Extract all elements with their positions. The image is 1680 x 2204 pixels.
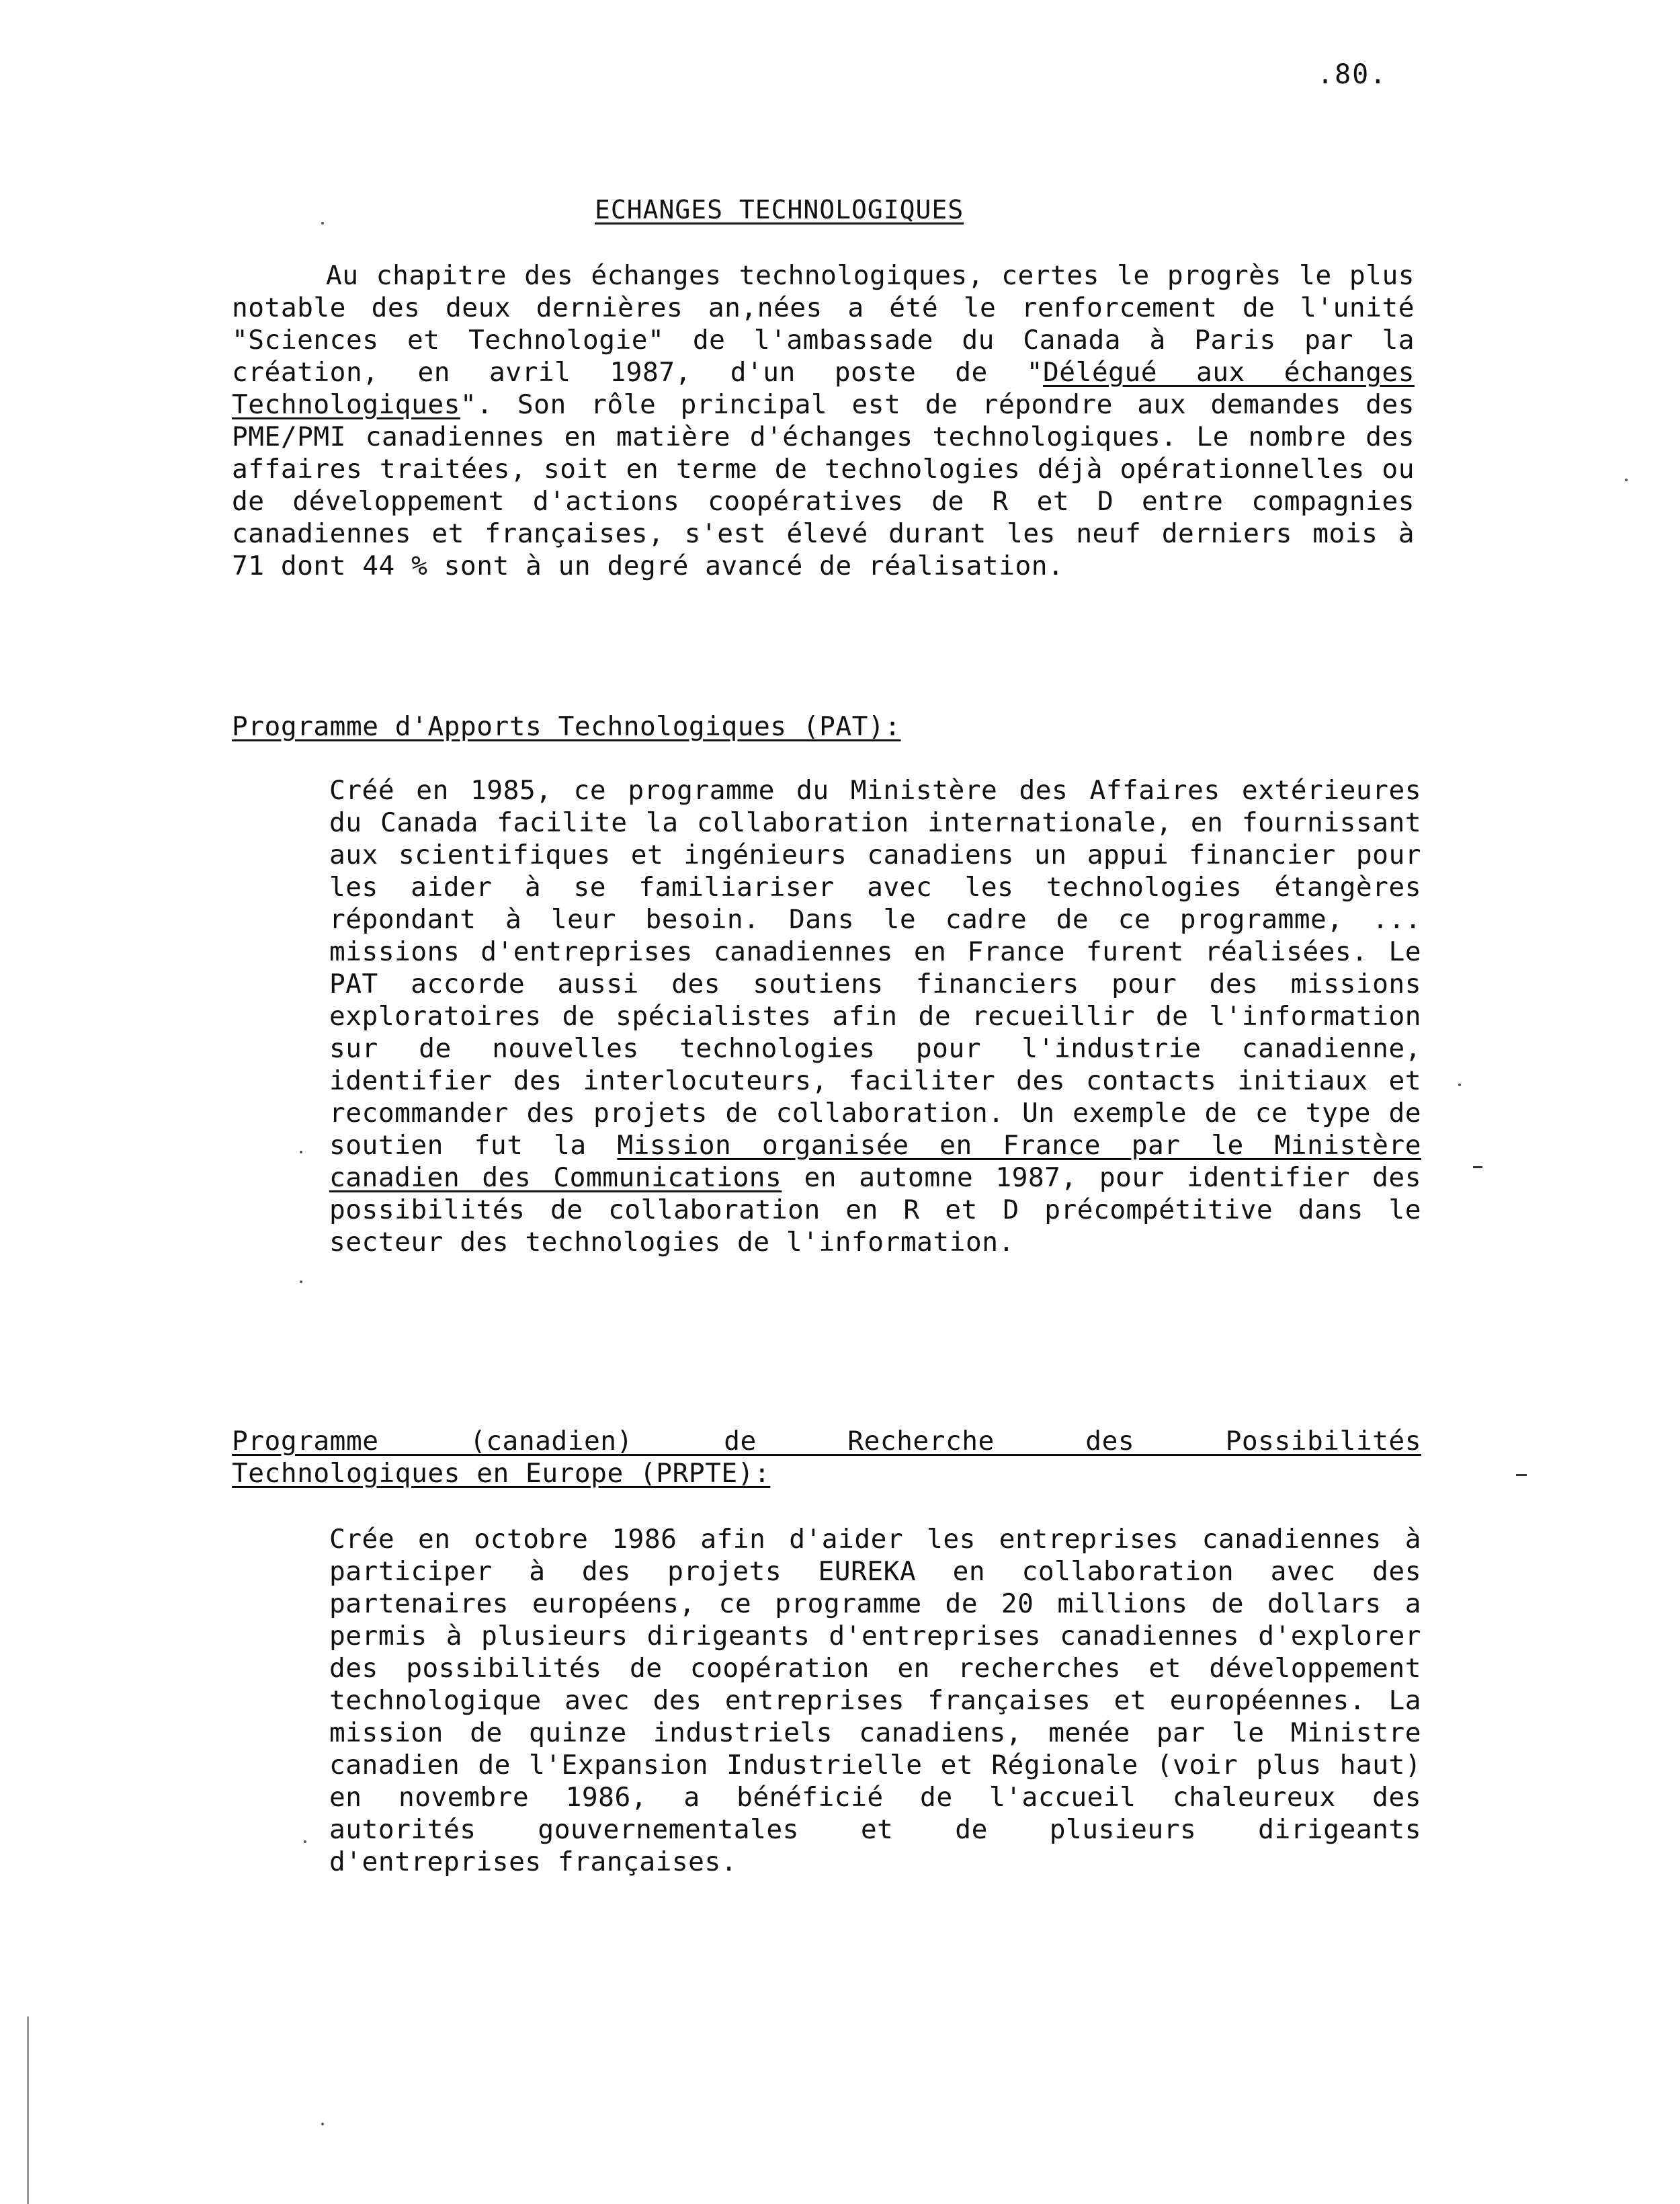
scan-speck [1625,479,1628,481]
scan-speck [321,2123,324,2125]
pat-paragraph [329,774,1421,1258]
prpte-paragraph [329,1523,1421,1878]
prpte-heading [232,1425,1421,1489]
scan-edge-line [27,2016,29,2204]
scan-mark [1473,1166,1482,1168]
scan-speck [304,1840,306,1843]
prpte-heading-line-2: Technologiques en Europe (PRPTE): [232,1458,771,1489]
pat-text-after: en automne 1987, pour identifier des possibilités de collaboration en R et D précompétitive dans le secteur des technologies de l'information. [329,1162,1421,1258]
intro-underlined-text: Délégué aux échanges Technologiques [232,357,1415,420]
pat-text-before: Créé en 1985, ce programme du Ministère des Affaires extérieures du Canada facilite la collaboration internationale, en fournissant aux scientifiques et ingénieurs canadiens un appui financier pour les aider à se familiariser avec les technologies étangères répondant à leur besoin. Dans le cadre de ce programme, ... missions d'entreprises canadiennes en France furent réalisées. Le PAT accorde aussi des soutiens financiers pour des missions exploratoires de spécialistes afin de recueillir de l'information sur de nouvelles technologies pour l'industrie canadienne, identifier des interlocuteurs, faciliter des contacts initiaux et recommander des projets de collaboration. Un exemple de ce type de soutien fut la [329,775,1421,1161]
scan-mark [1516,1474,1527,1476]
scan-speck [1458,1084,1461,1086]
intro-paragraph [232,259,1415,582]
intro-text-before: Au chapitre des échanges technologiques, certes le progrès le plus notable des deux dernières an,nées a été le renforcement de l'unité "Sciences et Technologie" de l'ambassade du Canada à Paris par la création, en avril 1987, d'un poste de " [232,260,1415,388]
page-number: .80. [1317,59,1388,90]
scan-speck [300,1151,302,1153]
intro-text-after: ". Son rôle principal est de répondre aux demandes des PME/PMI canadiennes en matière d'échanges technologiques. Le nombre des affaires traitées, soit en terme de technologies déjà opérationnelles ou de développement d'actions coopératives de R et D entre compagnies canadiennes et françaises, s'est élevé durant les neuf derniers mois à 71 dont 44 % sont à un degré avancé de réalisation. [232,389,1415,581]
prpte-heading-line-1: Programme (canadien) de Recherche des Possibilités [232,1426,1421,1457]
page-title: ECHANGES TECHNOLOGIQUES [595,195,964,225]
pat-heading: Programme d'Apports Technologiques (PAT): [232,711,901,742]
scan-speck [321,222,324,225]
scan-speck [300,1280,302,1283]
prpte-text: Crée en octobre 1986 afin d'aider les entreprises canadiennes à participer à des projets EUREKA en collaboration avec des partenaires européens, ce programme de 20 millions de dollars a permis à plusieurs dirigeants d'entreprises canadiennes d'explorer des possibilités de coopération en recherches et développement technologique avec des entreprises françaises et européennes. La mission de quinze industriels canadiens, menée par le Ministre canadien de l'Expansion Industrielle et Régionale (voir plus haut) en novembre 1986, a bénéficié de l'accueil chaleureux des autorités gouvernementales et de plusieurs dirigeants d'entreprises françaises. [329,1524,1421,1877]
pat-underlined-text: Mission organisée en France par le Ministère canadien des Communications [329,1130,1421,1193]
